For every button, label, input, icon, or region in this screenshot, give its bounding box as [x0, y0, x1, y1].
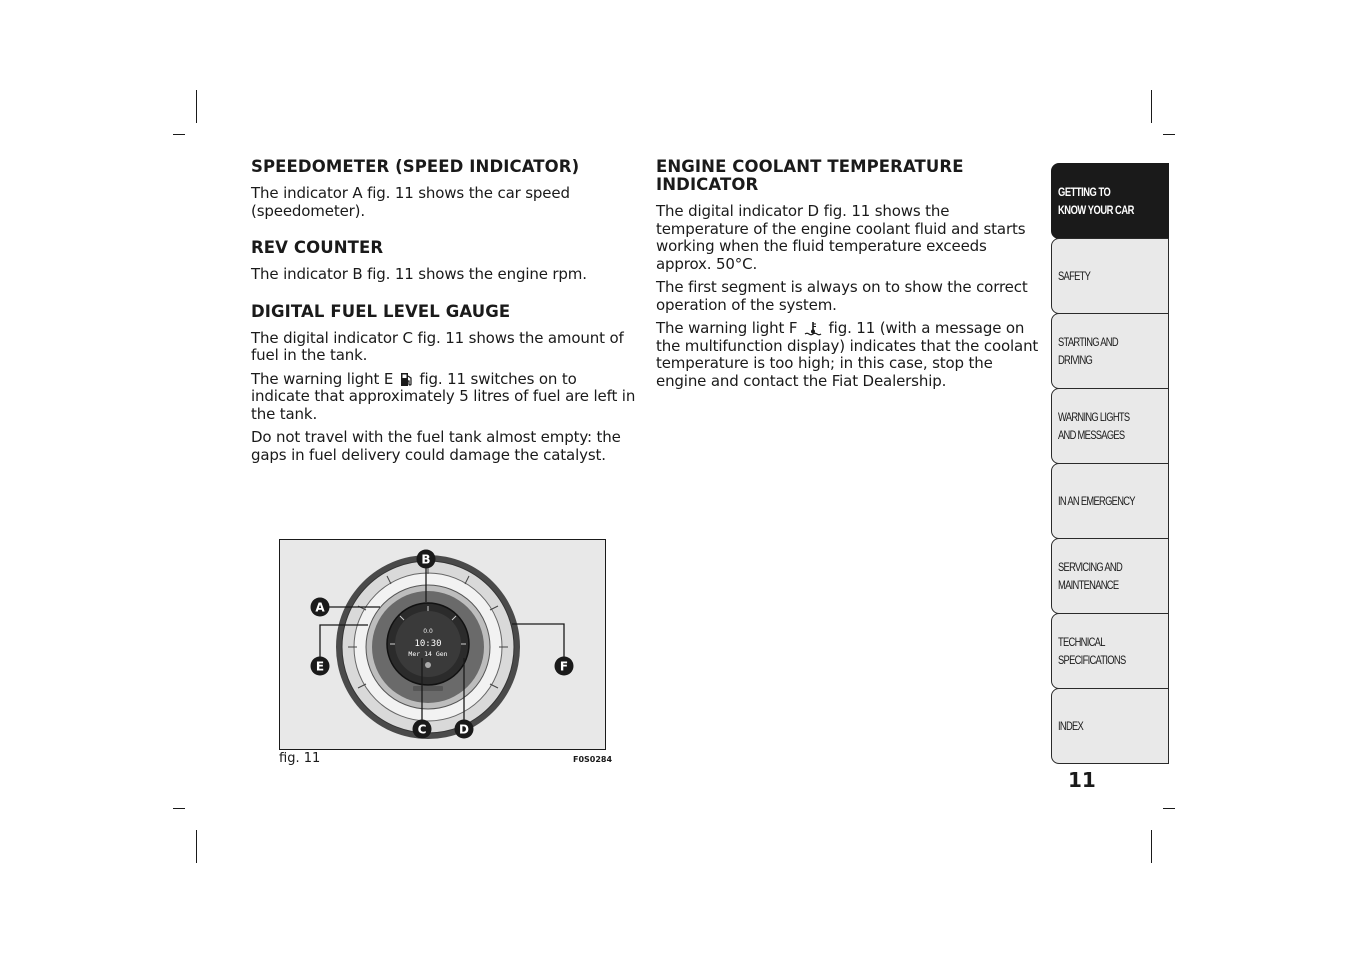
tab-label: INDEX	[1058, 719, 1084, 733]
callout-f: F	[559, 659, 569, 674]
coolant-segment-text: The first segment is always on to show the correct operation of the system.	[656, 278, 1028, 314]
cluster-display-time: 10:30	[414, 639, 442, 649]
crop-mark	[196, 830, 197, 863]
crop-mark	[1163, 808, 1175, 809]
fuel-warning-text-b: fig. 11 switches on to indicate that approximately 5 litres of fuel are left in the tank.	[251, 369, 636, 423]
fuel-warning-text-a: The warning light E	[251, 369, 394, 388]
crop-mark	[1151, 830, 1152, 863]
tab-label: SAFETY	[1058, 269, 1091, 283]
tab-label: GETTING TO KNOW YOUR CAR	[1058, 185, 1134, 217]
crop-mark	[173, 134, 185, 135]
tab-label: STARTING AND DRIVING	[1058, 335, 1118, 367]
page-number: 11	[1068, 768, 1096, 792]
coolant-warning-text-b: fig. 11 (with a message on the multifunction display) indicates that the coolant temperature is too high; in this case, stop the engine and contact the Fiat Dealership.	[656, 319, 1039, 390]
rev-counter-heading: REV COUNTER	[251, 238, 384, 257]
right-column	[656, 158, 1041, 396]
tab-label: TECHNICAL SPECIFICATIONS	[1058, 635, 1126, 667]
callout-e: E	[315, 659, 325, 674]
fuel-gauge-text: The digital indicator C fig. 11 shows the amount of fuel in the tank.	[251, 328, 624, 364]
coolant-heading: ENGINE COOLANT TEMPERATURE INDICATOR	[656, 157, 964, 194]
crop-mark	[173, 808, 185, 809]
fuel-warning-text	[251, 371, 636, 424]
tab-label: SERVICING AND MAINTENANCE	[1058, 560, 1123, 592]
callout-d: D	[459, 722, 469, 737]
rev-counter-text: The indicator B fig. 11 shows the engine rpm.	[251, 265, 587, 283]
tab-technical-specifications[interactable]	[1051, 613, 1169, 689]
coolant-warning-text-a: The warning light F	[656, 319, 798, 337]
chapter-tabs	[1051, 163, 1169, 763]
callout-c: C	[417, 722, 427, 737]
figure-code: F0S0284	[573, 755, 613, 764]
tab-servicing-and-maintenance[interactable]	[1051, 538, 1169, 614]
left-column	[251, 158, 636, 470]
callout-b: B	[421, 552, 431, 567]
coolant-warning-text	[656, 320, 1041, 390]
tab-getting-to-know-your-car[interactable]	[1051, 163, 1169, 239]
instrument-cluster-illustration	[280, 540, 605, 749]
tab-safety[interactable]	[1051, 238, 1169, 314]
tab-in-an-emergency[interactable]	[1051, 463, 1169, 539]
crop-mark	[196, 90, 197, 123]
speedometer-text: The indicator A fig. 11 shows the car speed (speedometer).	[251, 184, 570, 220]
cluster-display-date: Mer 14 Gen	[408, 650, 448, 658]
fuel-pump-icon	[400, 372, 413, 387]
tab-label: IN AN EMERGENCY	[1058, 494, 1135, 508]
crop-mark	[1151, 90, 1152, 123]
figure-caption: fig. 11	[279, 751, 321, 766]
svg-text:0.0: 0.0	[423, 628, 433, 635]
tab-starting-and-driving[interactable]	[1051, 313, 1169, 389]
speedometer-heading: SPEEDOMETER (SPEED INDICATOR)	[251, 157, 580, 176]
coolant-text: The digital indicator D fig. 11 shows the temperature of the engine coolant fluid and starts working when the fluid temperature exceeds approx. 50°C.	[656, 202, 1026, 273]
fuel-caution-text: Do not travel with the fuel tank almost empty: the gaps in fuel delivery could damage the catalyst.	[251, 428, 621, 464]
tab-label: WARNING LIGHTS AND MESSAGES	[1058, 410, 1130, 442]
coolant-temperature-icon	[804, 321, 822, 336]
tab-index[interactable]	[1051, 688, 1169, 764]
callout-a: A	[315, 600, 325, 615]
crop-mark	[1163, 134, 1175, 135]
instrument-cluster-figure	[279, 539, 606, 750]
fuel-gauge-heading: DIGITAL FUEL LEVEL GAUGE	[251, 301, 511, 321]
tab-warning-lights-and-messages[interactable]	[1051, 388, 1169, 464]
